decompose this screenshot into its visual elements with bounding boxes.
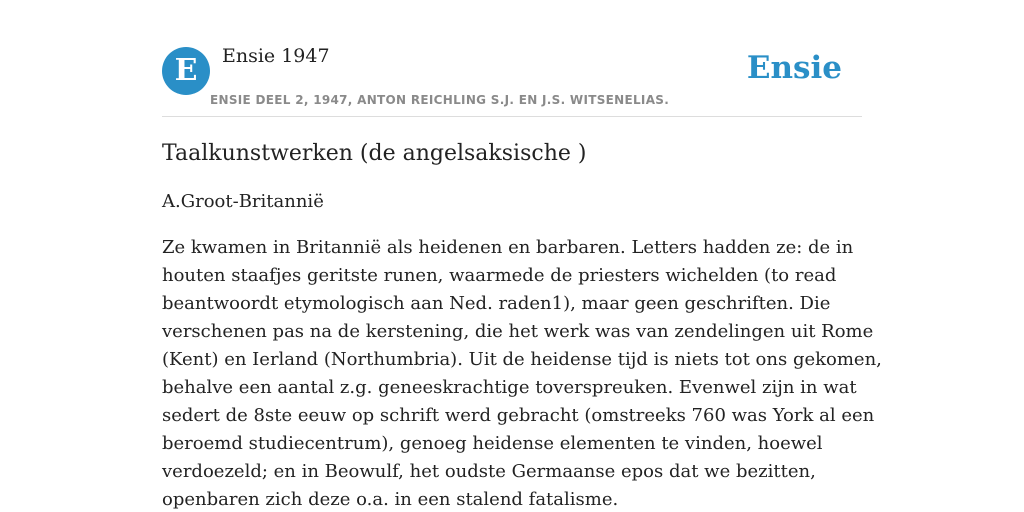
book-title[interactable]: Ensie 1947 — [222, 45, 330, 67]
brand-logo[interactable]: Ensie — [746, 50, 842, 86]
body-line: houten staafjes geritste runen, waarmede de priesters wichelden (to read — [162, 265, 837, 286]
body-line: verschenen pas na de kerstening, die het werk was van zendelingen uit Rome — [162, 321, 874, 342]
body-line: behalve een aantal z.g. geneeskrachtige toverspreuken. Evenwel zijn in wat — [162, 377, 857, 398]
article-title: Taalkunstwerken (de angelsaksische ) — [162, 141, 587, 166]
article-body — [162, 234, 882, 512]
body-line: beantwoordt etymologisch aan Ned. raden1), maar geen geschriften. Die — [162, 293, 831, 314]
body-line: (Kent) en Ierland (Northumbria). Uit de heidense tijd is niets tot ons gekomen, — [162, 349, 882, 370]
body-line: beroemd studiecentrum), genoeg heidense elementen te vinden, hoewel — [162, 433, 823, 454]
body-line: verdoezeld; en in Beowulf, het oudste Germaanse epos dat we bezitten, — [162, 461, 816, 482]
header — [162, 0, 862, 117]
article — [162, 138, 882, 512]
body-line: Ze kwamen in Britannië als heidenen en barbaren. Letters hadden ze: de in — [162, 237, 854, 258]
article-subheading: A.Groot-Britannië — [162, 191, 324, 212]
source-line: ENSIE DEEL 2, 1947, ANTON REICHLING S.J. EN J.S. WITSENELIAS. — [210, 93, 670, 107]
body-line: openbaren zich deze o.a. in een stalend fatalisme. — [162, 489, 619, 510]
body-line: sedert de 8ste eeuw op schrift werd gebracht (omstreeks 760 was York al een — [162, 405, 875, 426]
ensie-logo-icon[interactable]: E — [162, 47, 210, 95]
